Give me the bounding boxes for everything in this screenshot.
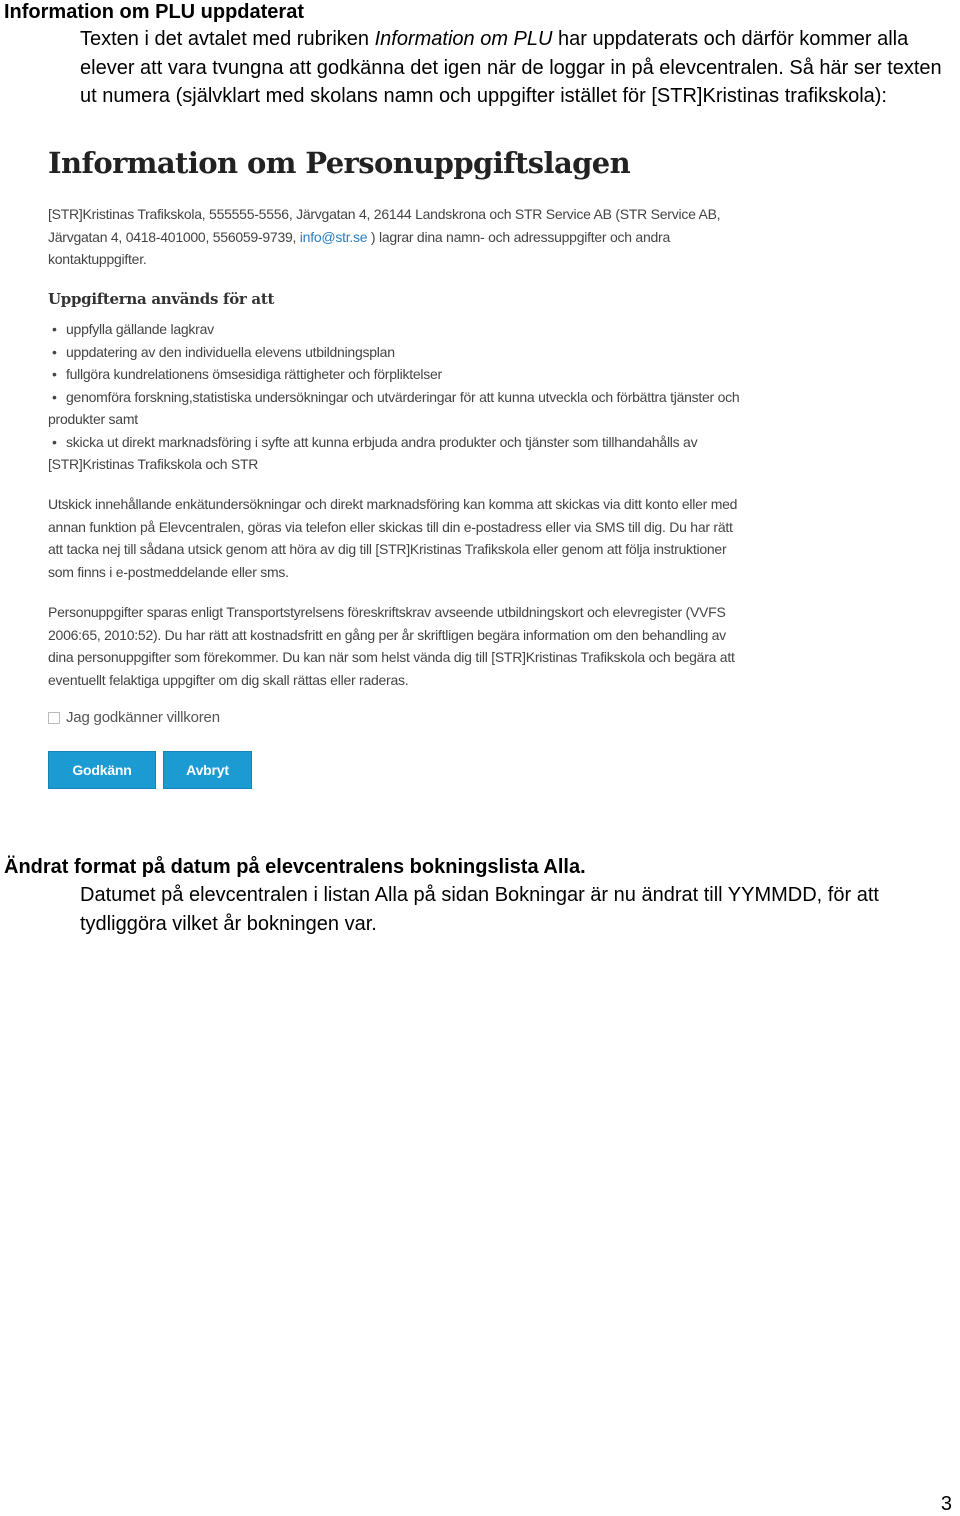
list-item: • uppfylla gällande lagkrav <box>48 318 748 341</box>
intro-text: ) lagrar dina namn- och adressuppgifter och andra kontaktuppgifter. <box>48 228 670 267</box>
email-link[interactable]: info@str.se <box>299 228 368 245</box>
section-heading-plu: Information om PLU uppdaterat <box>4 1 304 23</box>
terms-checkbox[interactable] <box>48 712 60 724</box>
paragraph-text: Texten i det avtalet med rubriken <box>80 28 375 50</box>
agreement-title: Information om Personuppgiftslagen <box>48 146 631 180</box>
marketing-paragraph: Utskick innehållande enkätundersökningar och direkt marknadsföring kan komma att skickas via ditt konto eller med annan funktion på Elevcentralen, göras via telefon eller skickas till din e-postadress eller via SMS till dig. Du har rätt att tacka nej till sådana utsick genom att höra av dig till [STR]Kristinas Trafikskola eller genom att följa instruktioner som finns i e-postmeddelande eller sms. <box>48 496 738 580</box>
italic-term: Information om PLU <box>374 28 553 50</box>
usage-list <box>48 318 748 476</box>
accept-button[interactable]: Godkänn <box>48 751 156 789</box>
list-item: • fullgöra kundrelationens ömsesidiga rättigheter och förpliktelser <box>48 363 748 386</box>
intro-text: [STR]Kristinas Trafikskola, 555555-5556, Järvgatan 4, 26144 Landskrona och STR Service AB (STR Service AB, Järvgatan 4, 0418-401000, 556059-9739, <box>48 206 721 245</box>
list-item: • skicka ut direkt marknadsföring i syfte att kunna erbjuda andra produkter och tjänster som tillhandahålls av [STR]Kristinas Trafikskola och STR <box>48 431 748 476</box>
list-item: • genomföra forskning,statistiska undersökningar och utvärderingar för att kunna utveckla och förbättra tjänster och produkter samt <box>48 386 748 431</box>
terms-checkbox-label[interactable]: Jag godkänner villkoren <box>66 709 220 726</box>
page-number: 3 <box>940 1493 952 1515</box>
agreement-intro <box>48 203 748 271</box>
section-heading-date-format: Ändrat format på datum på elevcentralens bokningslista Alla. <box>4 856 586 878</box>
terms-checkbox-row[interactable] <box>48 709 220 726</box>
section-paragraph-plu <box>80 25 950 111</box>
cancel-button[interactable]: Avbryt <box>163 751 252 789</box>
section-paragraph-date-format: Datumet på elevcentralen i listan Alla på sidan Bokningar är nu ändrat till YYMMDD, för att tydliggöra vilket år bokningen var. <box>80 884 879 935</box>
list-item: • uppdatering av den individuella elevens utbildningsplan <box>48 341 748 364</box>
storage-paragraph: Personuppgifter sparas enligt Transportstyrelsens föreskriftskrav avseende utbildningskort och elevregister (VVFS 2006:65, 2010:52). Du har rätt att kostnadsfritt en gång per år skriftligen begära information om den behandling av dina personuppgifter som förekommer. Du kan när som helst vända dig till [STR]Kristinas Trafikskola och begära att eventuellt felaktiga uppgifter om dig skall rättas eller raderas. <box>48 604 735 688</box>
agreement-screenshot <box>40 140 760 800</box>
paragraph-text: har uppdaterats och därför kommer alla elever att vara tvungna att godkänna det igen när de loggar in på elevcentralen. Så här ser texten ut numera (självklart med skolans namn och uppgifter istället för [STR]Kristinas trafikskola): <box>80 28 942 107</box>
usage-subheading: Uppgifterna används för att <box>48 290 275 308</box>
